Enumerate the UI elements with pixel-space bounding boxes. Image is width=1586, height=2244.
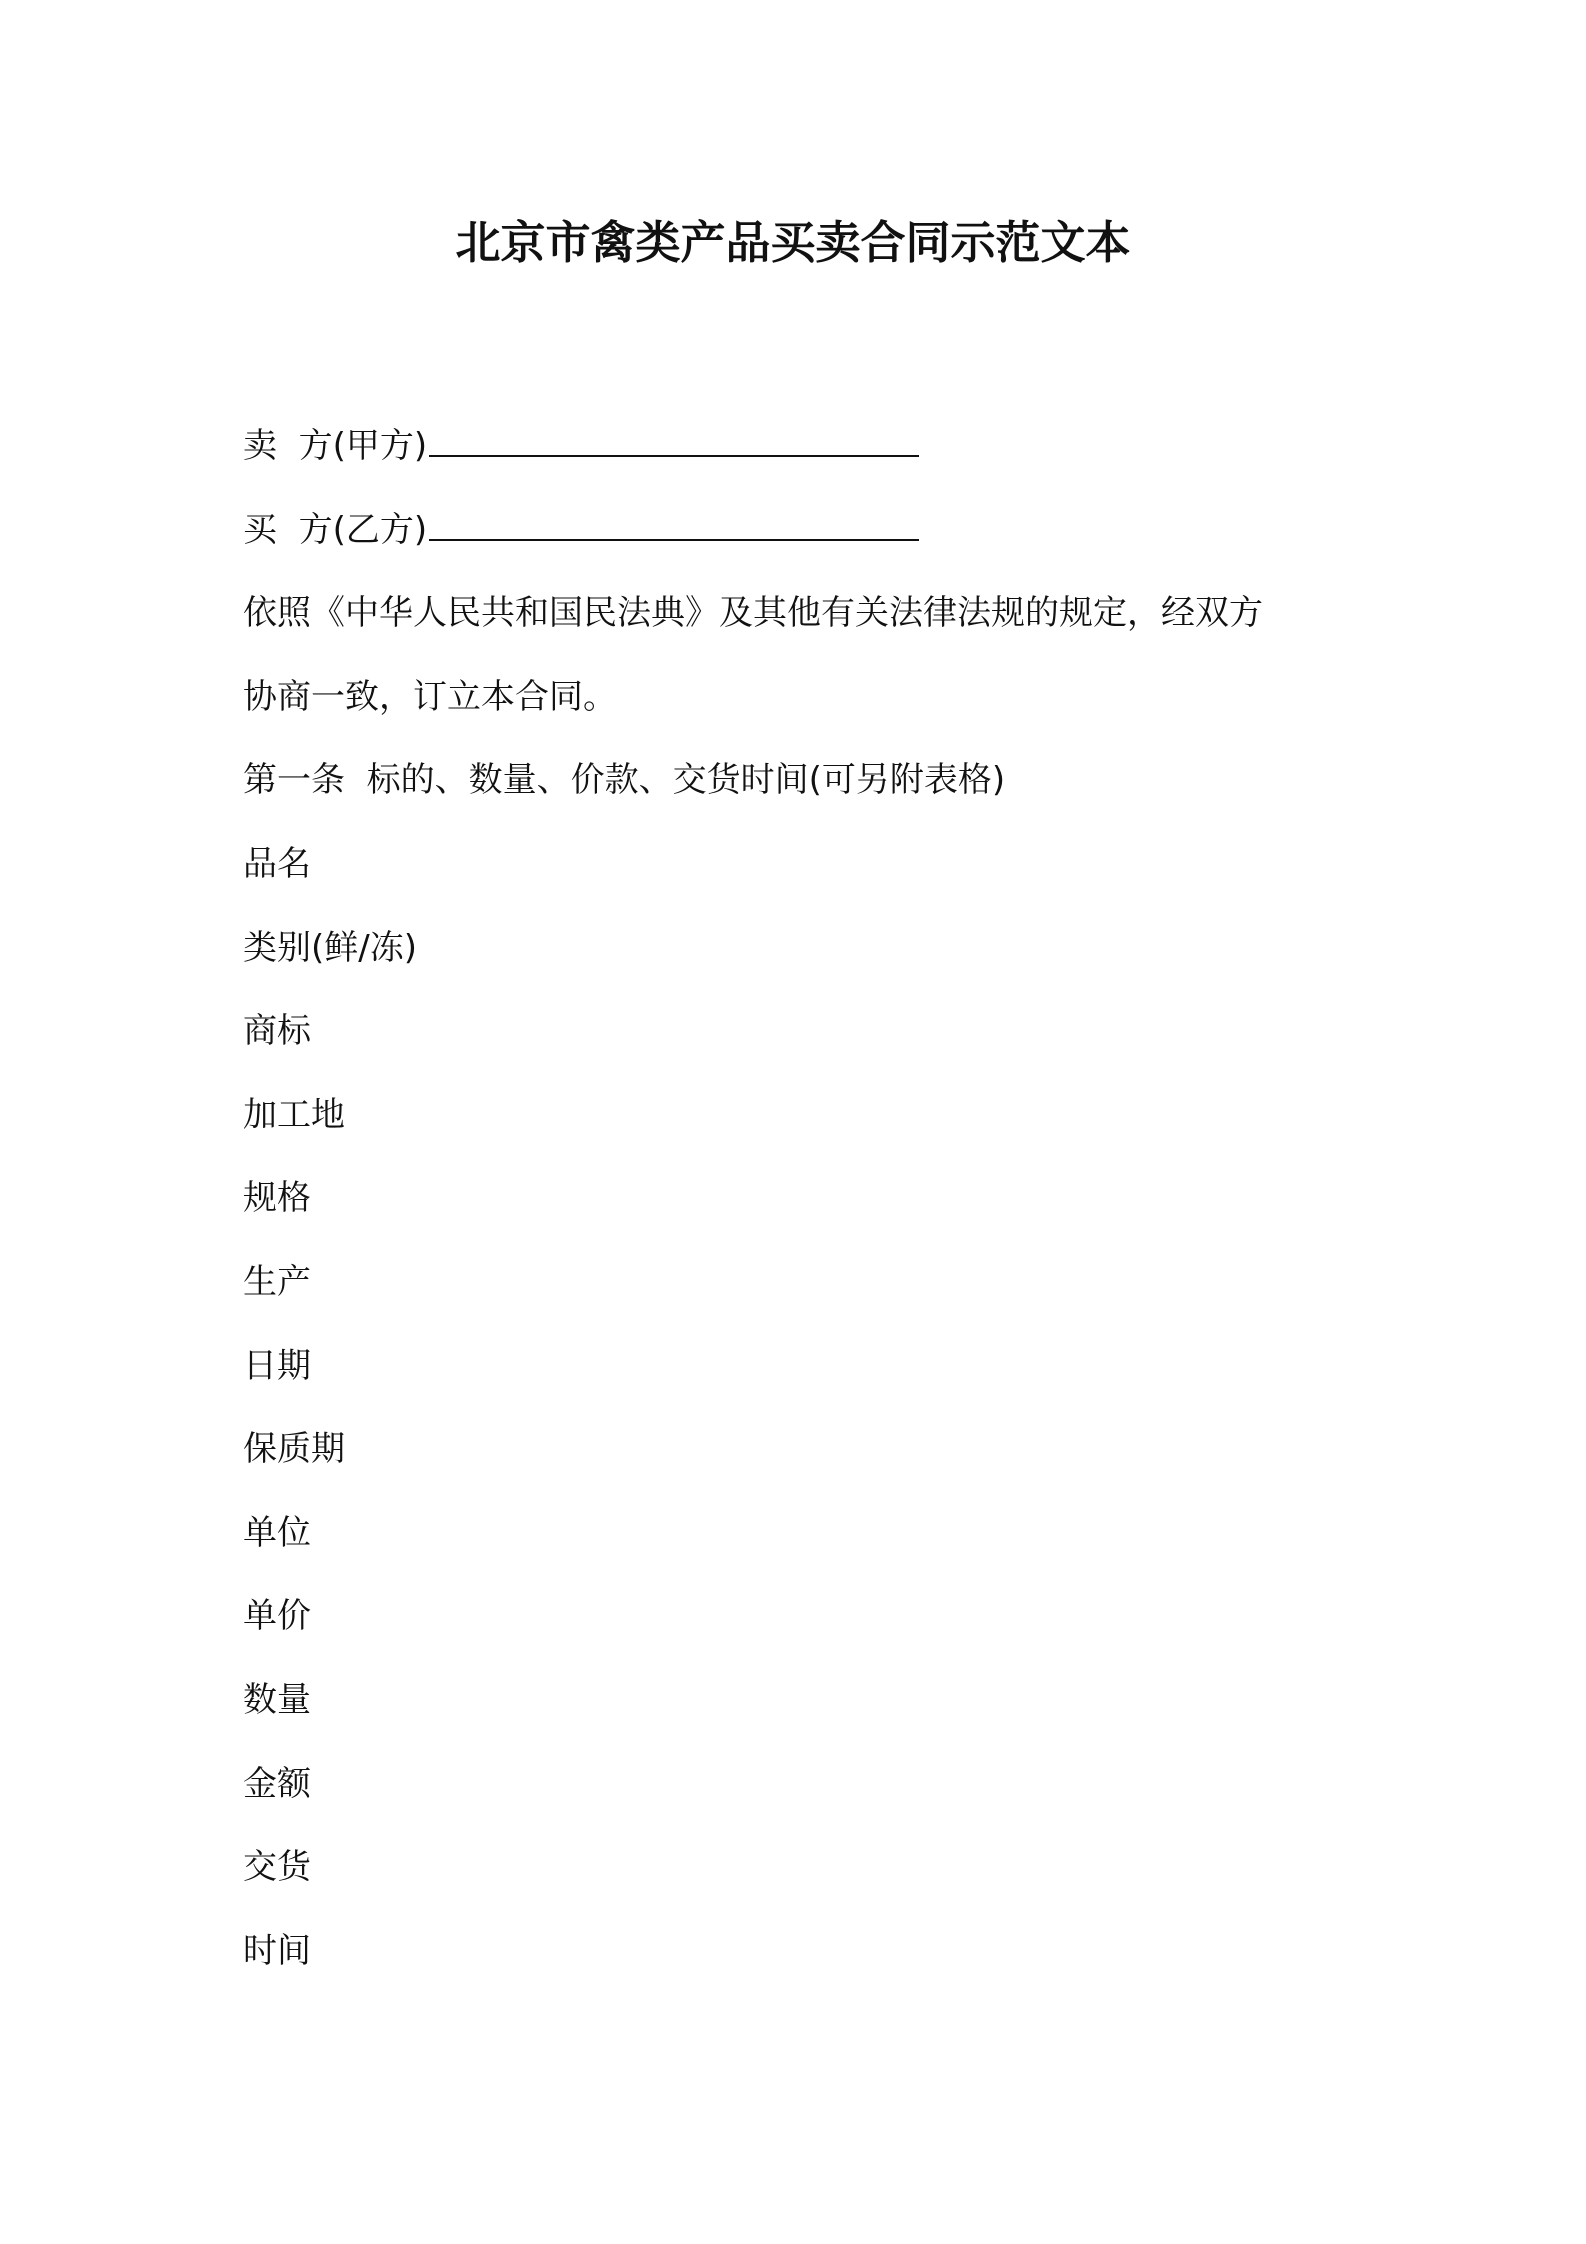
preamble-line-2: 协商一致，订立本合同。: [243, 676, 617, 717]
field-label: 单价: [243, 1596, 311, 1637]
seller-label: 卖 方(甲方): [243, 426, 428, 466]
seller-line: [243, 405, 1363, 489]
field-label: 加工地: [243, 1094, 345, 1135]
field-label: 保质期: [243, 1429, 345, 1470]
article-1-heading: 第一条 标的、数量、价款、交货时间(可另附表格): [243, 760, 1006, 801]
preamble-line-1: 依照《中华人民共和国民法典》及其他有关法律法规的规定，经双方: [243, 593, 1263, 634]
field-label: 商标: [243, 1011, 311, 1052]
field-label: 日期: [243, 1345, 311, 1386]
buyer-blank: [429, 513, 919, 541]
field-label: 品名: [243, 843, 311, 884]
field-label: 金额: [243, 1763, 311, 1804]
field-label: 时间: [243, 1930, 311, 1971]
field-label: 数量: [243, 1679, 311, 1720]
buyer-line: [243, 489, 1363, 573]
field-label: 类别(鲜/冻): [243, 927, 417, 968]
buyer-label: 买 方(乙方): [243, 509, 428, 550]
field-label: 规格: [243, 1178, 311, 1219]
seller-blank: [429, 429, 919, 457]
field-label: 单位: [243, 1512, 311, 1553]
document-body: [243, 405, 1363, 1993]
document-title: 北京市禽类产品买卖合同示范文本: [455, 216, 1131, 269]
field-label: 生产: [243, 1261, 311, 1302]
field-label: 交货: [243, 1847, 311, 1888]
